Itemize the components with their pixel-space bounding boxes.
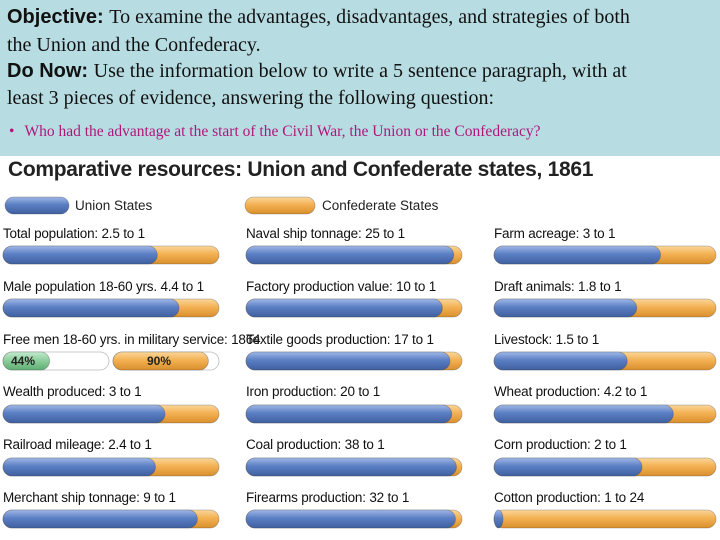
stat-label: Total population: 2.5 to 1 <box>3 226 145 241</box>
union-bar <box>246 510 455 528</box>
donow-label: Do Now: <box>7 60 89 82</box>
union-bar <box>494 246 661 264</box>
stat-label: Railroad mileage: 2.4 to 1 <box>3 437 152 452</box>
objective-header <box>0 0 720 156</box>
union-bar <box>494 458 642 476</box>
stat-label: Livestock: 1.5 to 1 <box>494 332 600 347</box>
stat-label: Wheat production: 4.2 to 1 <box>494 384 648 399</box>
objective-line-1 <box>7 5 630 29</box>
stat-label: Farm acreage: 3 to 1 <box>494 226 616 241</box>
union-bar <box>246 299 442 317</box>
union-bar <box>494 405 673 423</box>
union-bar <box>494 510 503 528</box>
question-text: Who had the advantage at the start of the Civil War, the Union or the Confederacy? <box>24 123 541 140</box>
stat-label: Merchant ship tonnage: 9 to 1 <box>3 490 176 505</box>
legend-union-label: Union States <box>75 198 153 213</box>
union-bar <box>494 352 627 370</box>
stat-label: Free men 18-60 yrs. in military service: 1864 <box>3 332 261 347</box>
stat-label: Naval ship tonnage: 25 to 1 <box>246 226 405 241</box>
union-bar <box>3 458 155 476</box>
chart-bars <box>0 156 720 540</box>
donow-text-2: least 3 pieces of evidence, answering the following question: <box>7 87 495 109</box>
donow-line-1 <box>7 59 627 83</box>
legend-confederate-swatch <box>245 197 315 214</box>
stat-label: Corn production: 2 to 1 <box>494 437 627 452</box>
question-bullet <box>9 123 541 141</box>
union-bar <box>246 405 452 423</box>
union-bar <box>3 299 179 317</box>
union-bar <box>3 510 197 528</box>
objective-label: Objective: <box>7 6 104 28</box>
union-bar <box>3 246 157 264</box>
confederate-military-value: 90% <box>147 354 172 368</box>
stat-label: Textile goods production: 17 to 1 <box>246 332 434 347</box>
comparative-resources-chart <box>0 156 720 540</box>
donow-text-1: Use the information below to write a 5 sentence paragraph, with at <box>93 60 627 82</box>
legend-union-swatch <box>5 197 69 214</box>
objective-text-1: To examine the advantages, disadvantages, and strategies of both <box>109 6 630 28</box>
union-bar <box>246 352 450 370</box>
objective-text-2: the Union and the Confederacy. <box>7 34 261 56</box>
union-bar <box>246 458 456 476</box>
bullet-dot: • <box>9 123 15 140</box>
stat-label: Draft animals: 1.8 to 1 <box>494 279 622 294</box>
stat-label: Iron production: 20 to 1 <box>246 384 381 399</box>
chart-title: Comparative resources: Union and Confederate states, 1861 <box>8 158 594 181</box>
confederate-bar <box>494 510 716 528</box>
stat-label: Cotton production: 1 to 24 <box>494 490 645 505</box>
stat-label: Male population 18-60 yrs. 4.4 to 1 <box>3 279 204 294</box>
union-military-value: 44% <box>11 354 36 368</box>
union-bar <box>3 405 165 423</box>
union-bar <box>246 246 454 264</box>
legend-confederate-label: Confederate States <box>322 198 439 213</box>
stat-label: Coal production: 38 to 1 <box>246 437 385 452</box>
union-bar <box>494 299 637 317</box>
stat-label: Firearms production: 32 to 1 <box>246 490 410 505</box>
stat-label: Wealth produced: 3 to 1 <box>3 384 142 399</box>
stat-label: Factory production value: 10 to 1 <box>246 279 437 294</box>
